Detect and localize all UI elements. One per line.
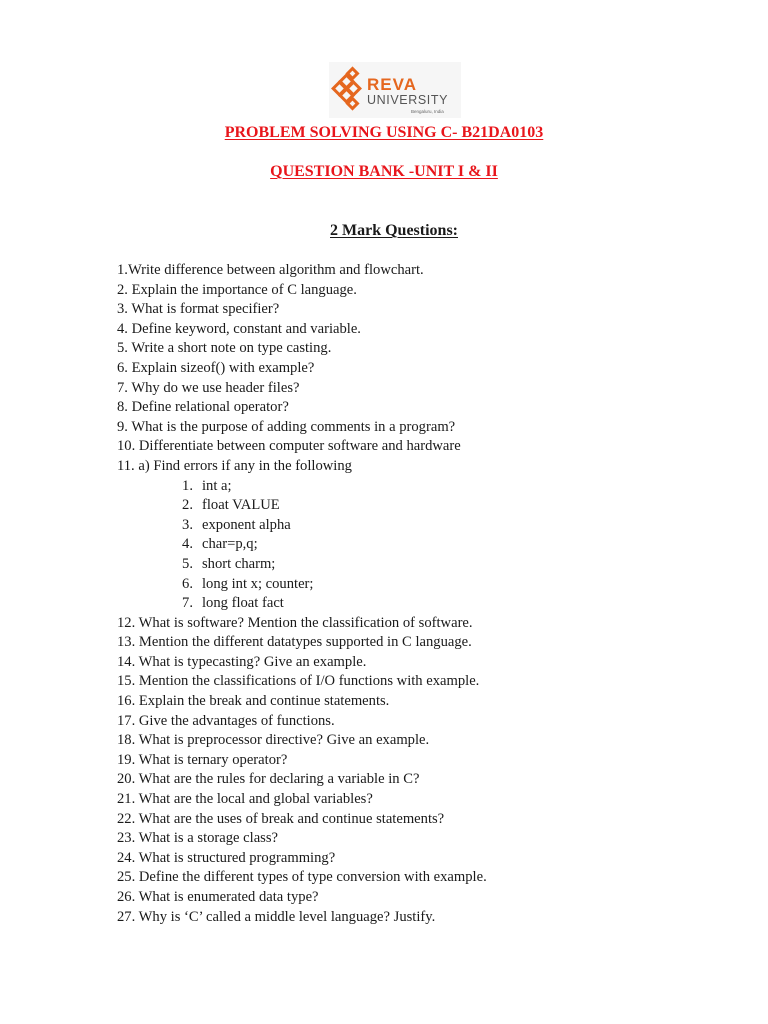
sub-item bbox=[117, 575, 677, 595]
sub-item-number: 7. bbox=[182, 595, 193, 612]
question-bank-title: QUESTION BANK -UNIT I & II bbox=[270, 163, 498, 180]
question-item: 17. Give the advantages of functions. bbox=[117, 712, 335, 729]
question-item: 18. What is preprocessor directive? Give an example. bbox=[117, 732, 430, 749]
question-list bbox=[117, 261, 677, 927]
question-item: 26. What is enumerated data type? bbox=[117, 889, 319, 905]
question-item: 23. What is a storage class? bbox=[117, 830, 279, 847]
course-title: PROBLEM SOLVING USING C- B21DA0103 bbox=[224, 124, 544, 141]
logo-graphic bbox=[329, 62, 461, 118]
sub-item bbox=[117, 516, 677, 536]
sub-item-text: short charm; bbox=[202, 555, 276, 572]
question-item: 8. Define relational operator? bbox=[117, 399, 289, 416]
logo-name: REVA bbox=[367, 75, 417, 94]
question-item: 27. Why is ‘C’ called a middle level language? Justify. bbox=[117, 908, 436, 925]
sub-item-text: exponent alpha bbox=[202, 516, 291, 533]
section-heading: 2 Mark Questions: bbox=[330, 222, 458, 239]
question-item: 25. Define the different types of type conversion with example. bbox=[117, 869, 487, 886]
sub-item-number: 3. bbox=[182, 516, 193, 533]
question-item: 4. Define keyword, constant and variable. bbox=[117, 320, 361, 337]
sub-item-number: 1. bbox=[182, 477, 193, 494]
question-item: 22. What are the uses of break and continue statements? bbox=[117, 810, 445, 827]
sub-item-number: 5. bbox=[182, 555, 193, 572]
sub-item-number: 4. bbox=[182, 536, 193, 553]
question-item: 15. Mention the classifications of I/O functions with example. bbox=[117, 673, 480, 690]
question-item: 11. a) Find errors if any in the following bbox=[117, 457, 352, 474]
question-item: 2. Explain the importance of C language. bbox=[117, 281, 357, 298]
question-item: 20. What are the rules for declaring a variable in C? bbox=[117, 771, 420, 788]
question-item: 3. What is format specifier? bbox=[117, 301, 280, 318]
sub-item bbox=[117, 477, 677, 497]
sub-item-number: 6. bbox=[182, 575, 193, 592]
question-item: 14. What is typecasting? Give an example. bbox=[117, 653, 367, 670]
logo-tagline: Bengaluru, India bbox=[411, 109, 444, 114]
question-item: 24. What is structured programming? bbox=[117, 849, 336, 866]
sub-item bbox=[117, 496, 677, 516]
question-item: 5. Write a short note on type casting. bbox=[117, 340, 332, 357]
logo-subtitle: UNIVERSITY bbox=[367, 93, 449, 107]
sub-item bbox=[117, 594, 677, 614]
question-item: 19. What is ternary operator? bbox=[117, 751, 288, 768]
sub-item-text: int a; bbox=[202, 477, 232, 494]
sub-item-text: char=p,q; bbox=[202, 536, 258, 553]
university-logo bbox=[329, 62, 461, 118]
question-item: 6. Explain sizeof() with example? bbox=[117, 359, 315, 376]
sub-item bbox=[117, 555, 677, 575]
question-item: 7. Why do we use header files? bbox=[117, 379, 300, 396]
question-item: 9. What is the purpose of adding comments in a program? bbox=[117, 418, 456, 435]
sub-item bbox=[117, 535, 677, 555]
sub-item-number: 2. bbox=[182, 497, 193, 514]
sub-item-text: long float fact bbox=[202, 595, 284, 612]
question-item: 16. Explain the break and continue statements. bbox=[117, 693, 390, 710]
question-item: 10. Differentiate between computer software and hardware bbox=[117, 438, 461, 455]
question-item: 12. What is software? Mention the classification of software. bbox=[117, 614, 473, 631]
question-item: 21. What are the local and global variables? bbox=[117, 791, 373, 808]
question-item: 1.Write difference between algorithm and flowchart. bbox=[117, 262, 424, 278]
sub-item-text: float VALUE bbox=[202, 497, 280, 514]
question-item: 13. Mention the different datatypes supported in C language. bbox=[117, 634, 472, 651]
sub-item-text: long int x; counter; bbox=[202, 575, 314, 592]
